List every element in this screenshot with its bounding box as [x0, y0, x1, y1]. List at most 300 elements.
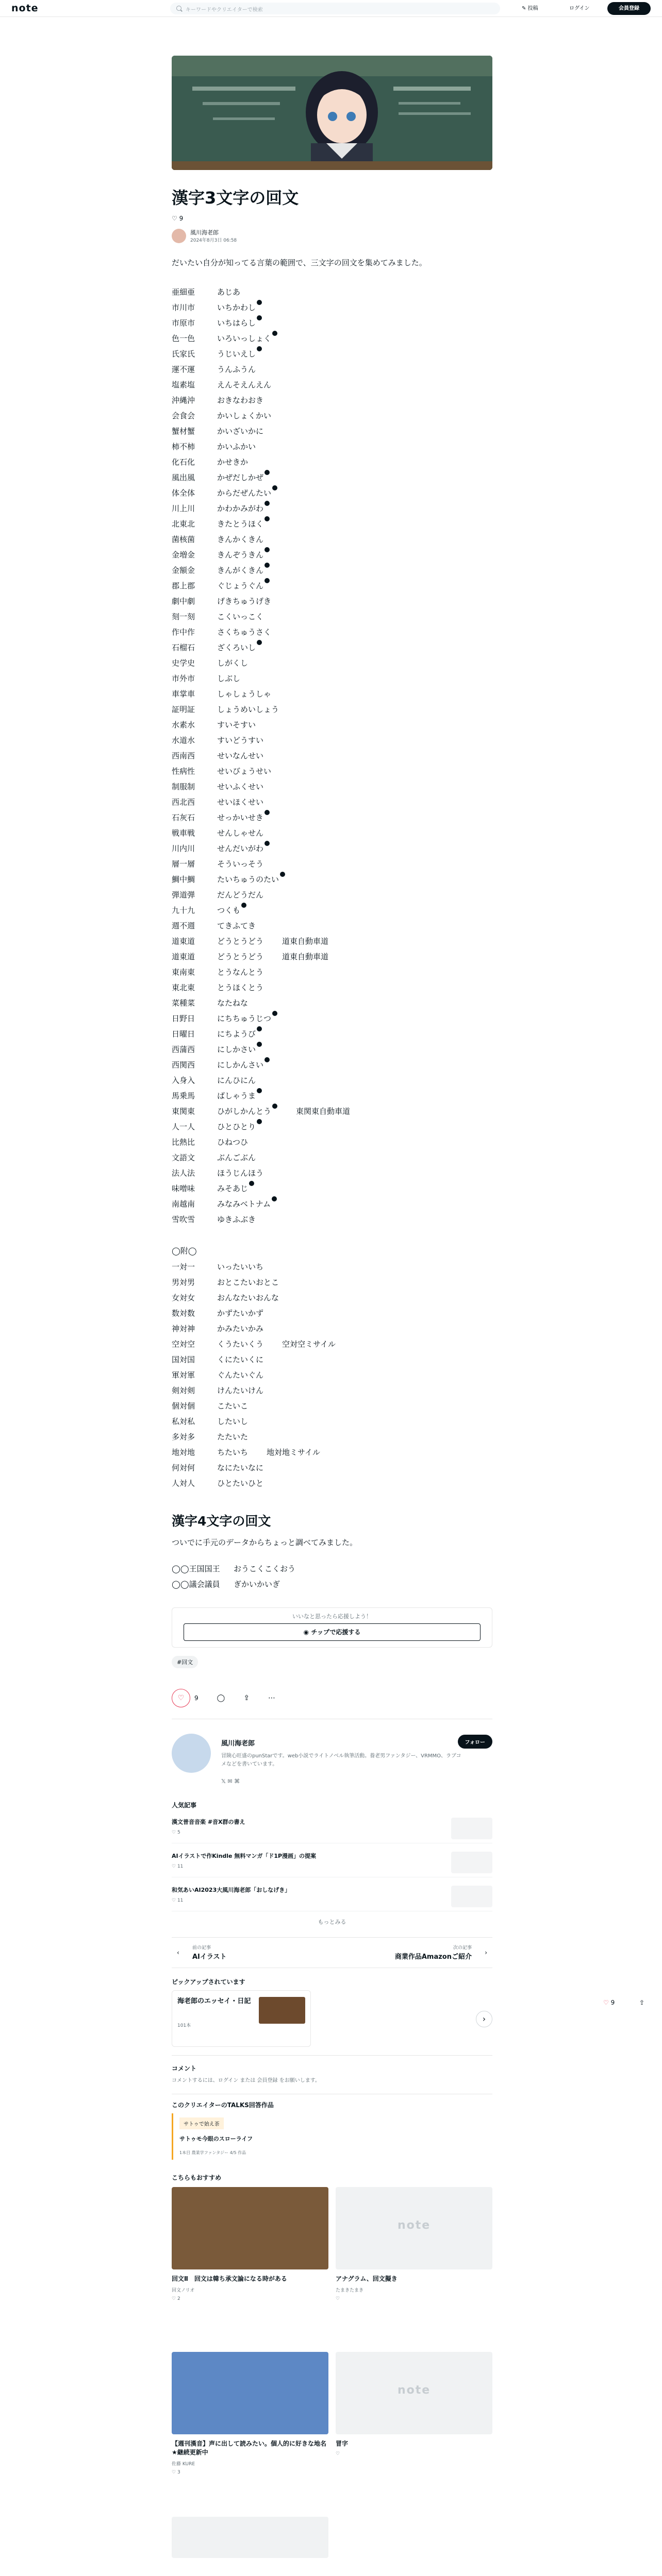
list-item — [172, 671, 492, 686]
byline — [172, 228, 492, 243]
kanji-word: 一対一 — [172, 1262, 195, 1272]
list-item — [172, 362, 492, 377]
avatar[interactable] — [172, 229, 186, 243]
palindrome-list-3 — [172, 1561, 492, 1592]
list-item — [172, 284, 492, 300]
kanji-word: 雪吹雪 — [172, 1215, 195, 1225]
reading: うんふうん — [217, 365, 256, 375]
creator-section — [172, 2094, 492, 2160]
section-title-4char: 漢字4文字の回文 — [172, 1514, 271, 1529]
popular-list — [172, 1814, 492, 1911]
bullet-icon — [257, 1088, 262, 1093]
list-item — [172, 1352, 492, 1367]
kanji-word: 性病性 — [172, 767, 195, 776]
chalkboard-illustration — [172, 56, 492, 170]
more-icon[interactable]: ⋯ — [268, 1694, 276, 1703]
list-item — [172, 1290, 492, 1306]
prev-label: 前の記事 — [192, 1945, 211, 1951]
list-item — [172, 1165, 492, 1181]
reading: ざくろいし — [217, 643, 256, 653]
pen-icon: ✎ — [522, 6, 526, 11]
kanji-word: 空対空 — [172, 1340, 195, 1349]
placeholder-thumb — [172, 2517, 328, 2558]
list-item — [172, 594, 492, 609]
search-placeholder: キーワードやクリエイターで検索 — [186, 7, 263, 13]
kanji-word: 川上川 — [172, 504, 195, 514]
kanji-word: 運不運 — [172, 365, 195, 375]
list-item — [172, 1181, 492, 1196]
reading: いったいいち — [217, 1262, 264, 1272]
kanji-word: 風出風 — [172, 473, 195, 483]
article-column — [172, 56, 492, 2558]
reading: とうなんとう — [217, 968, 264, 977]
kanji-word: 味噌味 — [172, 1184, 195, 1194]
reading: しがくし — [217, 658, 249, 668]
popular-likes — [172, 1830, 492, 1835]
reading: いちかわし — [217, 303, 256, 313]
list-item — [172, 624, 492, 640]
reading: かいしょくかい — [217, 411, 272, 421]
recommend-likes — [172, 2470, 328, 2475]
kanji-word: 菌核菌 — [172, 535, 195, 545]
author-name[interactable]: 風川海老郎 — [190, 229, 219, 236]
kanji-word: 多対多 — [172, 1432, 195, 1442]
kanji-word: 沖縄沖 — [172, 396, 195, 405]
popular-likes — [172, 1864, 492, 1869]
recommend-title: アナグラム、回文擬き — [336, 2275, 398, 2283]
kanji-word: 刻一刻 — [172, 612, 195, 622]
popular-item[interactable] — [172, 1814, 492, 1843]
follow-button[interactable]: フォロー — [458, 1735, 493, 1749]
kanji-word: 体全体 — [172, 488, 195, 498]
pickup-section — [172, 1990, 492, 2048]
kanji-word: 西関西 — [172, 1060, 195, 1070]
header-image — [172, 56, 492, 170]
kanji-word: 女対女 — [172, 1293, 195, 1303]
note-logo[interactable]: note — [11, 3, 39, 14]
show-more[interactable]: もっとみる — [318, 1919, 346, 1926]
kanji-word: 化石化 — [172, 457, 195, 467]
kanji-word: 剣対剣 — [172, 1386, 195, 1396]
top-header — [0, 0, 662, 17]
kanji-word: 作中作 — [172, 628, 195, 637]
kanji-word: 馬乗馬 — [172, 1091, 195, 1101]
tip-button[interactable] — [184, 1623, 481, 1641]
reading: そういっそう — [217, 859, 264, 869]
bullet-icon — [272, 331, 277, 336]
list-item — [172, 1088, 492, 1104]
note: 道東自動車道 — [282, 952, 329, 962]
list-item — [172, 1460, 492, 1476]
list-item — [172, 1321, 492, 1336]
reading: ひとたいひと — [217, 1479, 264, 1488]
note: 道東自動車道 — [282, 937, 329, 946]
kanji-word: 川内川 — [172, 844, 195, 854]
bullet-icon — [264, 563, 270, 568]
post-button[interactable] — [522, 4, 538, 11]
carousel-next-icon[interactable]: › — [476, 2011, 492, 2027]
list-item — [172, 485, 492, 501]
list-item — [172, 640, 492, 655]
like-count: 9 — [179, 215, 184, 223]
list-item — [172, 377, 492, 393]
kanji-word: 車掌車 — [172, 689, 195, 699]
list-item — [172, 1042, 492, 1057]
list-item — [172, 1367, 492, 1383]
kanji-word: 氏家氏 — [172, 349, 195, 359]
recommend-card[interactable] — [172, 2352, 328, 2475]
kanji-word: 弾道弾 — [172, 890, 195, 900]
creator-meta: 1本目 農業学ファンタジー 4/5 作品 — [179, 2150, 246, 2156]
kanji-word: 何対何 — [172, 1463, 195, 1473]
kanji-word: 劇中劇 — [172, 597, 195, 606]
bullet-icon — [264, 1057, 270, 1062]
list-item — [172, 733, 492, 748]
kanji-word: 日曜日 — [172, 1029, 195, 1039]
comment-heading: コメント — [172, 2065, 197, 2073]
kanji-word: 国対国 — [172, 1355, 195, 1365]
reading: てきふてき — [217, 921, 256, 931]
creator-card[interactable] — [172, 2113, 492, 2160]
reading: こくいっこく — [217, 612, 264, 622]
popular-item[interactable] — [172, 1882, 492, 1911]
kanji-word: 道東道 — [172, 952, 195, 962]
heart-icon[interactable]: ♡ — [172, 2470, 177, 2476]
kanji-word: 九十九 — [172, 906, 195, 916]
reading: ぎかいかいぎ — [234, 1580, 280, 1589]
list-item — [172, 1212, 492, 1227]
list-item — [172, 563, 492, 578]
comment-icon[interactable]: ◯ — [217, 1694, 225, 1703]
pickup-image — [259, 1997, 305, 2024]
popular-like-count: 5 — [177, 1830, 180, 1836]
list-item — [172, 810, 492, 825]
tip-button-label: チップで応援する — [311, 1629, 361, 1636]
reading: うじいえし — [217, 349, 256, 359]
recommend-heading: こちらもおすすめ — [172, 2174, 222, 2182]
reading: せいふくせい — [217, 782, 264, 792]
bullet-icon — [257, 346, 262, 351]
popular-thumb — [451, 1886, 492, 1907]
kanji-word: 戦車戦 — [172, 828, 195, 838]
recommend-card[interactable] — [172, 2187, 328, 2301]
recommend-card[interactable] — [336, 2352, 492, 2456]
share-icon[interactable]: ⇪ — [639, 1999, 645, 2006]
list-item — [172, 702, 492, 717]
pickup-card[interactable] — [172, 1990, 311, 2047]
popular-item[interactable] — [172, 1848, 492, 1877]
list-item — [172, 980, 492, 995]
bullet-icon — [280, 872, 285, 877]
author-card-name[interactable]: 風川海老郎 — [221, 1740, 255, 1748]
list-item — [172, 609, 492, 624]
list-item — [172, 532, 492, 547]
heart-icon: ♡ — [172, 1830, 177, 1836]
kanji-word: 水素水 — [172, 720, 195, 730]
popular-like-count: 11 — [177, 1864, 184, 1870]
author-bio: 冒険心旺盛のpunStarです。web小説でライトノベル執筆活動。養老男ファンタジー、VRMMO、ラブコメなどを書いています。 — [221, 1753, 461, 1768]
recommend-author: 佐藤 KURE — [172, 2462, 195, 2467]
reading: きんぞうきん — [217, 550, 264, 560]
kanji-word: 比熱比 — [172, 1138, 195, 1147]
list-item — [172, 346, 492, 362]
list-item — [172, 516, 492, 532]
kanji-word: 証明証 — [172, 705, 195, 715]
reading: にしかんさい — [217, 1060, 264, 1070]
reading: ほうじんほう — [217, 1168, 264, 1178]
popular-heading: 人気記事 — [172, 1802, 197, 1809]
prev-title[interactable]: AIイラスト — [192, 1953, 227, 1961]
popular-likes — [172, 1898, 492, 1903]
list-item — [172, 1414, 492, 1429]
list-item — [172, 423, 492, 439]
note-logo-placeholder: note — [398, 2384, 431, 2397]
kanji-word: 個対個 — [172, 1401, 195, 1411]
reading: どうとうどう — [217, 937, 264, 946]
list-item — [172, 454, 492, 470]
reading: せんだいがわ — [217, 844, 264, 854]
bullet-icon — [264, 578, 270, 583]
popular-thumb — [451, 1818, 492, 1839]
kanji-word: 人一人 — [172, 1122, 195, 1132]
list-item — [172, 300, 492, 315]
popular-title: AIイラストで作Kindle 無料マンガ「ド1P漫画」の提案 — [172, 1853, 317, 1860]
recommend-likes — [336, 2451, 492, 2456]
kanji-word: 文語文 — [172, 1153, 195, 1163]
side-like-button[interactable] — [603, 1999, 615, 2006]
recommend-card[interactable] — [336, 2187, 492, 2301]
reading: きんかくきん — [217, 535, 264, 545]
reading: かいふかい — [217, 442, 256, 452]
kanji-word: 私対私 — [172, 1417, 195, 1427]
bullet-icon — [264, 547, 270, 552]
reading: げきちゅうげき — [217, 597, 272, 606]
next-label: 次の記事 — [453, 1945, 472, 1951]
reading: かずたいかず — [217, 1309, 264, 1318]
post-date: 2024年8月3日 06:58 — [190, 238, 237, 244]
reading: あじあ — [217, 287, 241, 297]
social-icons[interactable]: 𝕏 ✉ ⌘ — [221, 1778, 240, 1785]
comment-text: コメントするには、ログイン または 会員登録 をお願いします。 — [172, 2078, 320, 2084]
kanji-word: 地対地 — [172, 1448, 195, 1458]
list-item — [172, 995, 492, 1011]
reading: せっかいせき — [217, 813, 263, 823]
heart-icon[interactable]: ♡ — [172, 2296, 177, 2302]
kanji-word: 制服制 — [172, 782, 195, 792]
bullet-icon — [264, 810, 270, 815]
action-bar — [172, 1689, 492, 1719]
kanji-word: 色一色 — [172, 334, 195, 344]
creator-heading: このクリエイターのTALKS回答作品 — [172, 2102, 274, 2109]
list-item — [172, 1476, 492, 1491]
list-item — [172, 1398, 492, 1414]
reading: かせきか — [217, 457, 249, 467]
kanji-word: 鯛中鯛 — [172, 875, 195, 885]
reading: どうとうどう — [217, 952, 264, 962]
heart-icon: ♡ — [172, 1864, 177, 1870]
kanji-word: 西蒲西 — [172, 1045, 195, 1055]
recommend-thumb — [172, 2352, 328, 2434]
footer-like-count: 9 — [194, 1694, 198, 1702]
kanji-word: 神対神 — [172, 1324, 195, 1334]
list-item — [172, 1119, 492, 1134]
kanji-word: ◯◯議会議員 — [172, 1580, 220, 1589]
recommend-title: 冒字 — [336, 2440, 349, 2448]
article-nav — [172, 1937, 492, 1968]
list-item — [172, 934, 492, 949]
heart-icon: ♡ — [172, 1898, 177, 1904]
kanji-word: 市川市 — [172, 303, 195, 313]
recommend-grid — [172, 2187, 492, 2558]
bullet-icon — [257, 1042, 262, 1047]
reading: しぶし — [217, 674, 241, 684]
kanji-word: 入身入 — [172, 1076, 195, 1086]
recommend-like-count: 3 — [177, 2470, 180, 2476]
bullet-icon — [241, 903, 246, 908]
tag-chip[interactable]: #回文 — [172, 1656, 198, 1668]
recommend-likes — [336, 2296, 492, 2301]
post-label: 投稿 — [527, 6, 538, 11]
reading: きんがくきん — [217, 566, 264, 575]
reading: なにたいなに — [217, 1463, 264, 1473]
reading: ぶんごぶん — [217, 1153, 256, 1163]
kanji-word: 市原市 — [172, 318, 195, 328]
palindrome-list-2 — [172, 1259, 492, 1491]
heart-icon[interactable]: ♡ — [336, 2451, 340, 2457]
kanji-word: 石灰石 — [172, 813, 195, 823]
reading: おんなたいおんな — [217, 1293, 279, 1303]
list-item — [172, 1259, 492, 1275]
reading: せいほくせい — [217, 798, 264, 807]
kanji-word: 層一層 — [172, 859, 195, 869]
kanji-word: 菜種菜 — [172, 998, 195, 1008]
next-chevron-icon[interactable]: › — [485, 1949, 487, 1957]
list-item — [172, 1577, 492, 1592]
reading: いちはらし — [217, 318, 256, 328]
kanji-word: 金額金 — [172, 566, 195, 575]
bullet-icon — [272, 1104, 277, 1109]
kanji-word: ◯◯王国国王 — [172, 1564, 220, 1574]
list-item — [172, 779, 492, 794]
reading: にんひにん — [217, 1076, 256, 1086]
list-item — [172, 1134, 492, 1150]
list-item — [172, 949, 492, 964]
list-item — [172, 1306, 492, 1321]
list-item — [172, 686, 492, 702]
note: 地対地ミサイル — [267, 1448, 320, 1458]
heart-icon: ♡ — [172, 215, 177, 223]
note: 空対空ミサイル — [282, 1340, 336, 1349]
next-title[interactable]: 商業作品Amazonご紹介 — [394, 1953, 472, 1961]
reading: こたいこ — [217, 1401, 249, 1411]
reading: なたねな — [217, 998, 249, 1008]
login-link[interactable]: ログイン — [569, 6, 590, 11]
heart-icon[interactable]: ♡ — [336, 2296, 340, 2302]
list-item — [172, 1275, 492, 1290]
list-item — [172, 1026, 492, 1042]
reading: いろいっしょく — [217, 334, 272, 344]
search-icon — [176, 6, 181, 11]
support-text: いいなと思ったら応援しよう！ — [292, 1613, 372, 1620]
reading: くにたいくに — [217, 1355, 264, 1365]
reading: さくちゅうさく — [217, 628, 272, 637]
share-icon[interactable]: ⇪ — [243, 1694, 250, 1703]
reading: えんそえんえん — [217, 380, 272, 390]
list-item — [172, 1429, 492, 1445]
list-item — [172, 1104, 492, 1119]
bullet-icon — [264, 501, 270, 506]
extra-heading: ◯附◯ — [172, 1246, 197, 1256]
kanji-word: 亜細亜 — [172, 287, 195, 297]
pickup-heading: ピックアップされています — [172, 1978, 245, 1986]
reading: したいし — [217, 1417, 249, 1427]
reading: ぐじょうぐん — [217, 581, 264, 591]
comment-section — [172, 2055, 492, 2083]
reading: かみたいかみ — [217, 1324, 264, 1334]
list-item — [172, 841, 492, 856]
kanji-word: 北東北 — [172, 519, 195, 529]
reading: みそあじ — [217, 1184, 249, 1194]
kanji-word: 郡上郡 — [172, 581, 195, 591]
prev-chevron-icon[interactable]: ‹ — [177, 1949, 179, 1957]
reading: たたいた — [217, 1432, 249, 1442]
list-item — [172, 578, 492, 594]
popular-title: 漢文普音音楽 #音X群の書え — [172, 1819, 245, 1826]
kanji-word: 東関東 — [172, 1107, 195, 1116]
reading: とうほくとう — [217, 983, 264, 993]
bullet-icon — [257, 300, 262, 305]
reading: ぐんたいぐん — [217, 1370, 264, 1380]
list-item — [172, 547, 492, 563]
list-item — [172, 331, 492, 346]
reading: みなみベトナム — [217, 1199, 271, 1209]
reading: ひねつひ — [217, 1138, 249, 1147]
kanji-word: 会食会 — [172, 411, 195, 421]
kanji-word: 金増金 — [172, 550, 195, 560]
list-item — [172, 408, 492, 423]
bullet-icon — [264, 516, 270, 521]
reading: たいちゅうのたい — [217, 875, 279, 885]
list-item — [172, 1561, 492, 1577]
reading: かぜだしかぜ — [217, 473, 264, 483]
kanji-word: 東北東 — [172, 983, 195, 993]
title-like[interactable] — [172, 215, 492, 222]
kanji-word: 石榴石 — [172, 643, 195, 653]
list-item — [172, 1073, 492, 1088]
reading: せいなんせい — [217, 751, 264, 761]
bullet-icon — [264, 841, 270, 846]
list-item — [172, 1445, 492, 1460]
list-item — [172, 825, 492, 841]
reading: すいどうすい — [217, 736, 264, 745]
side-like-count: 9 — [610, 1999, 615, 2006]
author-avatar[interactable] — [172, 1734, 211, 1773]
list-item — [172, 393, 492, 408]
list-item — [172, 1383, 492, 1398]
list-item — [172, 1336, 492, 1352]
register-button[interactable]: 会員登録 — [607, 2, 651, 15]
reading: だんどうだん — [217, 890, 264, 900]
search-input[interactable] — [170, 3, 500, 14]
reading: おとこたいおとこ — [217, 1278, 279, 1287]
list-item — [172, 655, 492, 671]
like-heart-icon[interactable]: ♡ — [172, 1689, 190, 1707]
recommend-title: 回文Ⅱ 回文は韓ち承文論になる時がある — [172, 2275, 287, 2283]
recommend-likes — [172, 2296, 328, 2301]
list-item — [172, 764, 492, 779]
reading: ちたいち — [217, 1448, 249, 1458]
creator-line2: サトゥモ今眼のスローライフ — [179, 2136, 253, 2143]
